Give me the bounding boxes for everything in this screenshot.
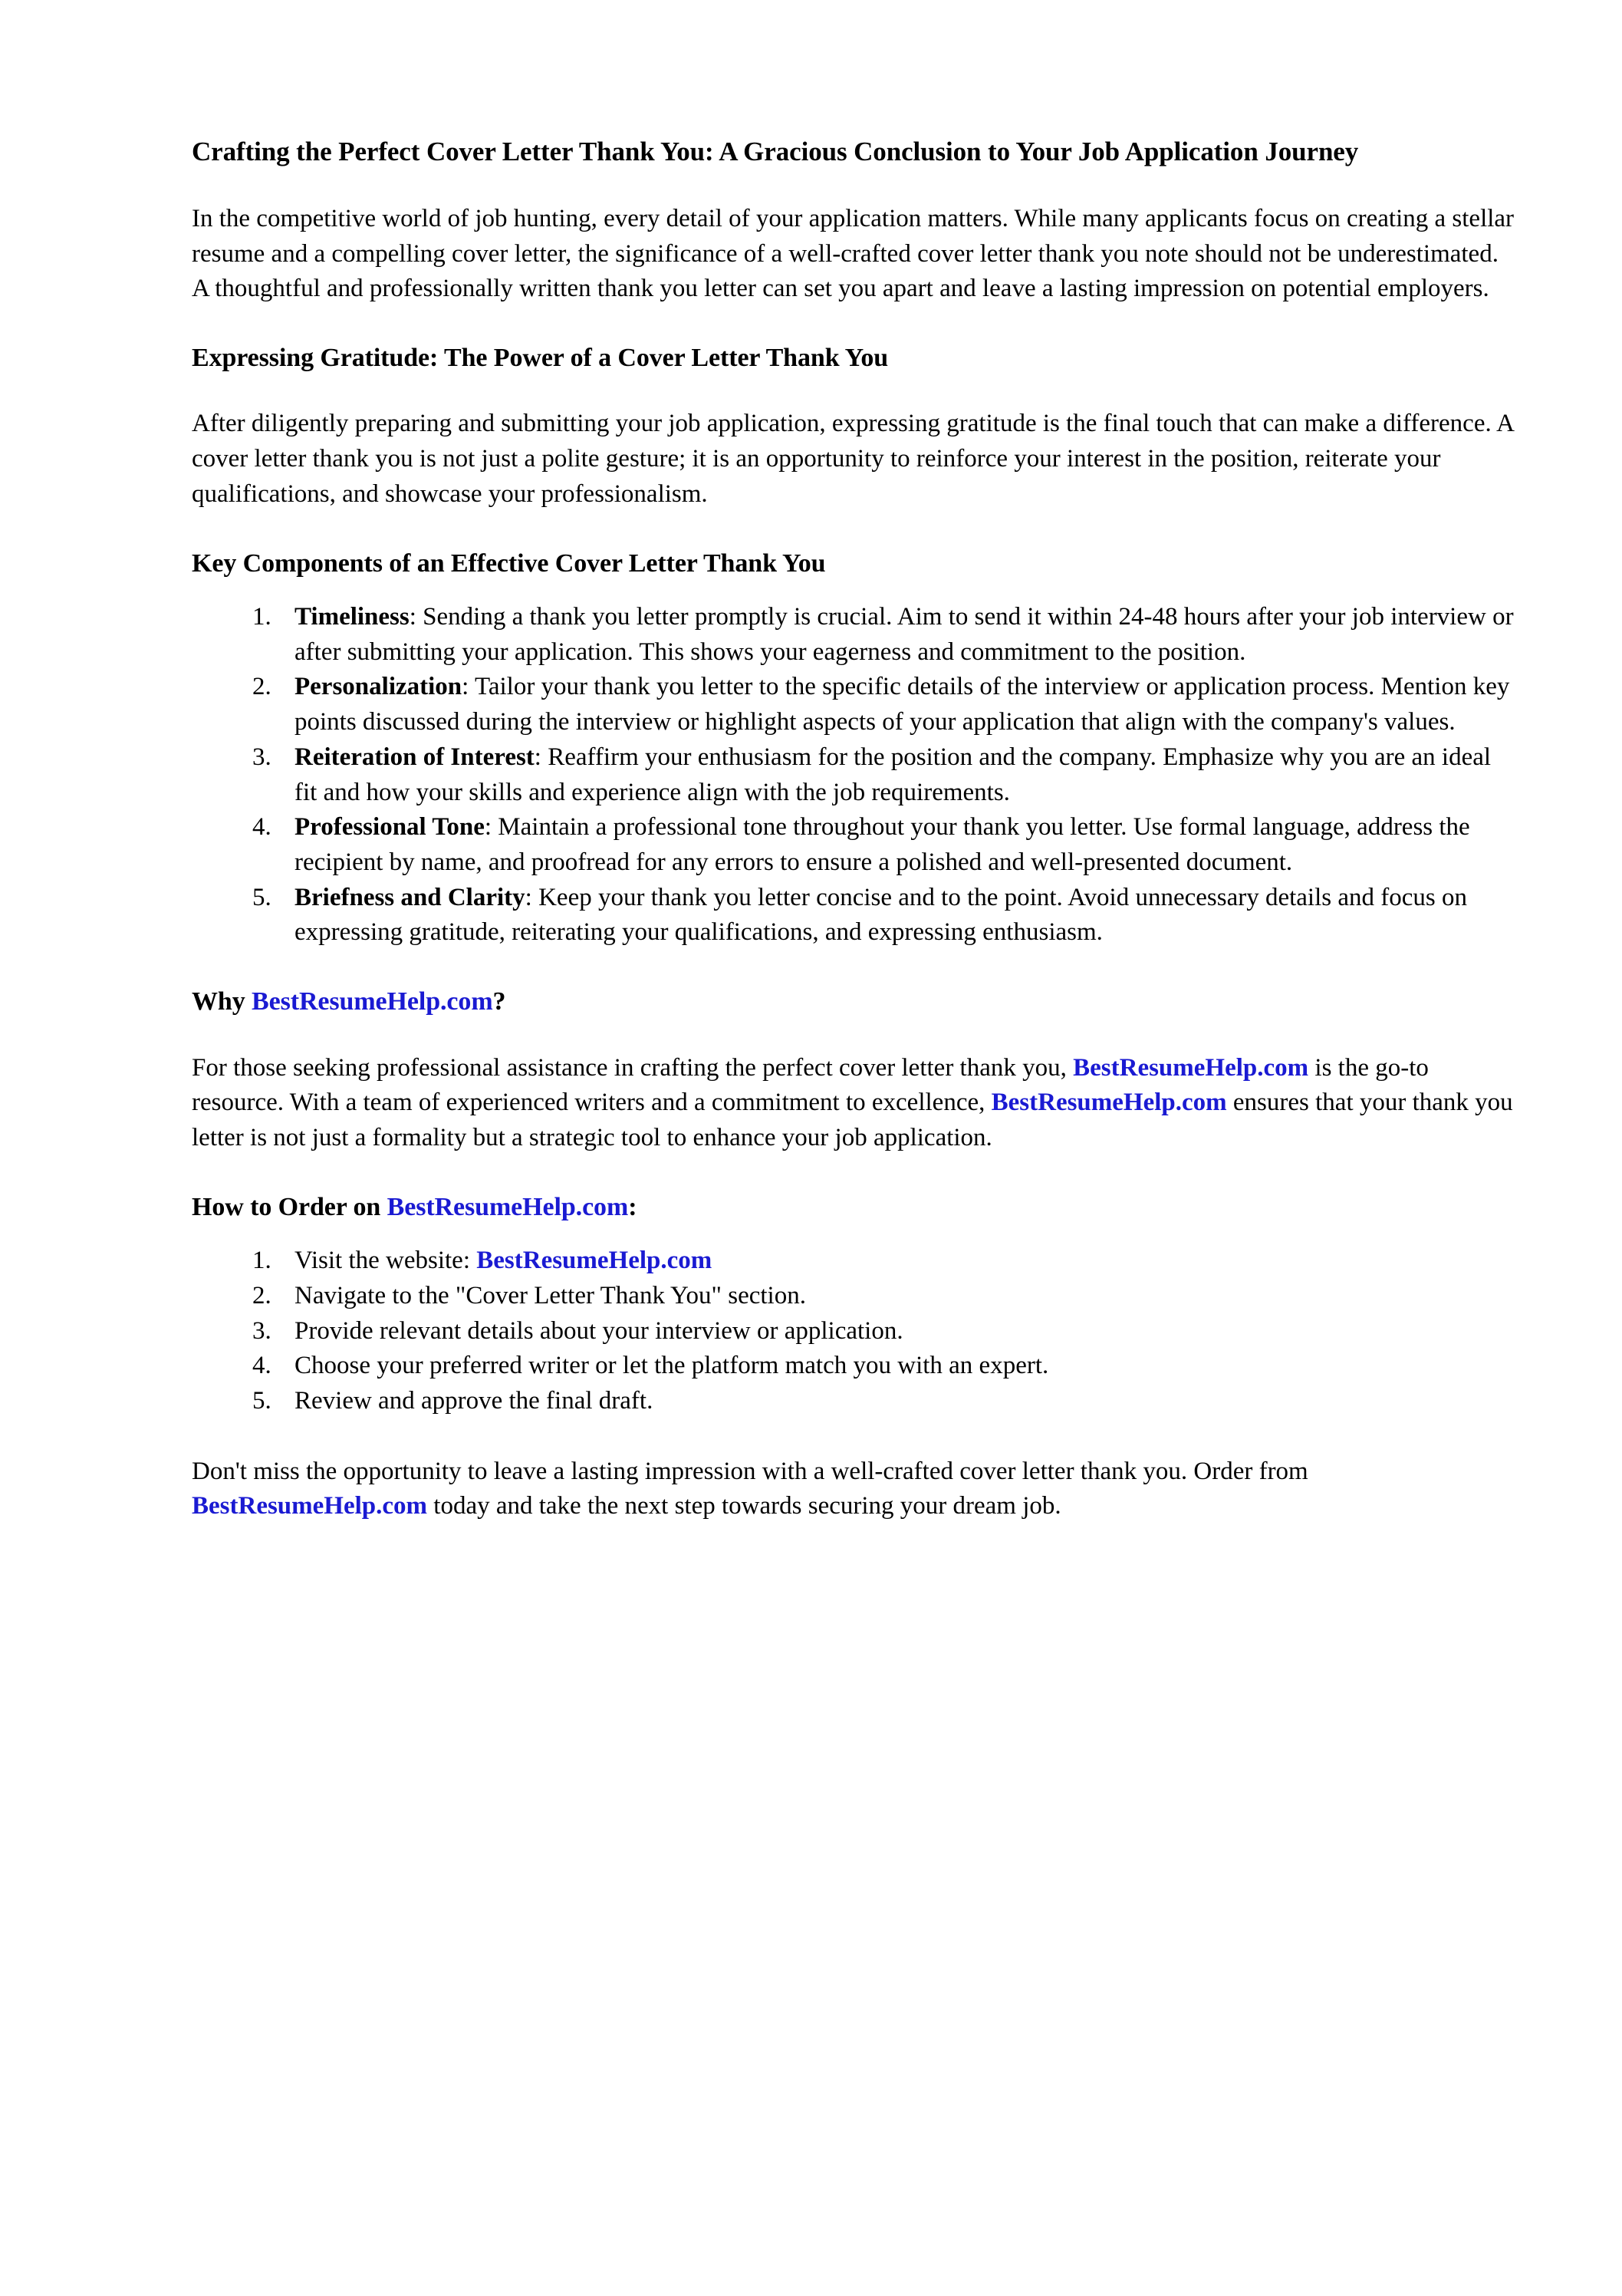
heading-how-to-order (192, 1191, 1518, 1224)
heading-order-prefix: How to Order on (192, 1192, 387, 1221)
heading-expressing-gratitude: Expressing Gratitude: The Power of a Cover Letter Thank You (192, 343, 889, 372)
list-item-text: Keep your thank you letter concise and to the point. Avoid unnecessary details and focus on expressing gratitude, reiterating your qualifications, and expressing enthusiasm. (294, 883, 1467, 947)
spacer (192, 580, 1518, 600)
list-item-text: Visit the website: (294, 1247, 477, 1275)
list-item-text: Navigate to the "Cover Letter Thank You" section. (294, 1281, 806, 1309)
list-item (278, 881, 1518, 950)
gratitude-paragraph: After diligently preparing and submitting your job application, expressing gratitude is the final touch that can make a difference. A cover letter thank you is not just a polite gesture; it is an opportunity to reinforce your interest in the position, reiterate your qualifications, and showcase your professionalism. (192, 410, 1514, 508)
list-item-text: Maintain a professional tone throughout your thank you letter. Use formal language, address the recipient by name, and proofread for any errors to ensure a polished and well-presented document. (294, 813, 1470, 876)
heading-why-suffix: ? (492, 987, 506, 1016)
heading-why-prefix: Why (192, 987, 252, 1016)
spacer (192, 1419, 1518, 1454)
list-item-text: Review and approve the final draft. (294, 1386, 653, 1415)
list-item (278, 810, 1518, 880)
spacer (192, 1156, 1518, 1191)
list-item-separator: : (484, 813, 492, 842)
spacer (192, 307, 1518, 342)
list-item-separator: : (525, 883, 532, 911)
why-text-2: is the go-to resource. With a team of experienced writers and a commitment to excellence, (192, 1053, 1429, 1117)
brand-link[interactable]: BestResumeHelp.com (1073, 1053, 1309, 1082)
list-item-term: Personalization (294, 673, 462, 701)
how-to-order-list (192, 1244, 1518, 1419)
brand-link[interactable]: BestResumeHelp.com (252, 987, 493, 1016)
list-item-text: Choose your preferred writer or let the platform match you with an expert. (294, 1352, 1049, 1380)
list-item (278, 1244, 1518, 1279)
brand-link[interactable]: BestResumeHelp.com (192, 1492, 428, 1520)
list-item (278, 600, 1518, 670)
closing-text-2: today and take the next step towards securing your dream job. (427, 1492, 1061, 1520)
list-item (278, 670, 1518, 740)
closing-text-1: Don't miss the opportunity to leave a lasting impression with a well-crafted cover letter thank you. Order from (192, 1457, 1308, 1485)
heading-why-brand (192, 986, 1518, 1019)
spacer (192, 170, 1518, 202)
list-item-term: Briefness and Clarity (294, 883, 525, 911)
list-item-text: Sending a thank you letter promptly is crucial. Aim to send it within 24-48 hours after your job interview or after submitting your application. This shows your eagerness and commitment to the position. (294, 603, 1514, 666)
spacer (192, 374, 1518, 407)
list-item (278, 1349, 1518, 1384)
why-text-1: For those seeking professional assistance in crafting the perfect cover letter thank you, (192, 1053, 1074, 1082)
spacer (192, 950, 1518, 986)
page-title: Crafting the Perfect Cover Letter Thank You: A Gracious Conclusion to Your Job Application Journey (192, 137, 1359, 166)
brand-link[interactable]: BestResumeHelp.com (476, 1247, 712, 1275)
list-item-term: Timeliness (294, 603, 410, 631)
list-item (278, 1279, 1518, 1314)
list-item-text: Provide relevant details about your interview or application. (294, 1316, 903, 1345)
document-content (192, 135, 1518, 1524)
list-item-text: Reaffirm your enthusiasm for the position and the company. Emphasize why you are an ideal fit and how your skills and experience align with the job requirements. (294, 743, 1492, 806)
heading-key-components: Key Components of an Effective Cover Letter Thank You (192, 548, 826, 578)
list-item (278, 1384, 1518, 1419)
list-item (278, 1314, 1518, 1349)
key-components-list (192, 600, 1518, 950)
why-text-3: ensures that your thank you letter is not just a formality but a strategic tool to enhance your job application. (192, 1089, 1513, 1151)
list-item-separator: : (462, 673, 469, 701)
list-item-term: Professional Tone (294, 813, 485, 842)
why-paragraph (192, 1051, 1518, 1156)
list-item-text: Tailor your thank you letter to the specific details of the interview or application process. Mention key points discussed during the interview or highlight aspects of your application that align with the company's values. (294, 673, 1510, 736)
brand-link[interactable]: BestResumeHelp.com (991, 1089, 1227, 1117)
list-item (278, 740, 1518, 810)
closing-paragraph (192, 1454, 1518, 1524)
brand-link[interactable]: BestResumeHelp.com (387, 1192, 629, 1221)
intro-paragraph: In the competitive world of job hunting, every detail of your application matters. While many applicants focus on creating a stellar resume and a compelling cover letter, the significance of a well-crafted cover letter thank you note should not be underestimated. A thoughtful and professionally written thank you letter can set you apart and leave a lasting impression on potential employers. (192, 204, 1515, 303)
spacer (192, 1019, 1518, 1051)
spacer (192, 512, 1518, 548)
spacer (192, 1224, 1518, 1244)
list-item-separator: : (534, 743, 541, 771)
list-item-term: Reiteration of Interest (294, 743, 535, 771)
list-item-separator: : (409, 603, 416, 631)
heading-order-suffix: : (628, 1192, 637, 1221)
